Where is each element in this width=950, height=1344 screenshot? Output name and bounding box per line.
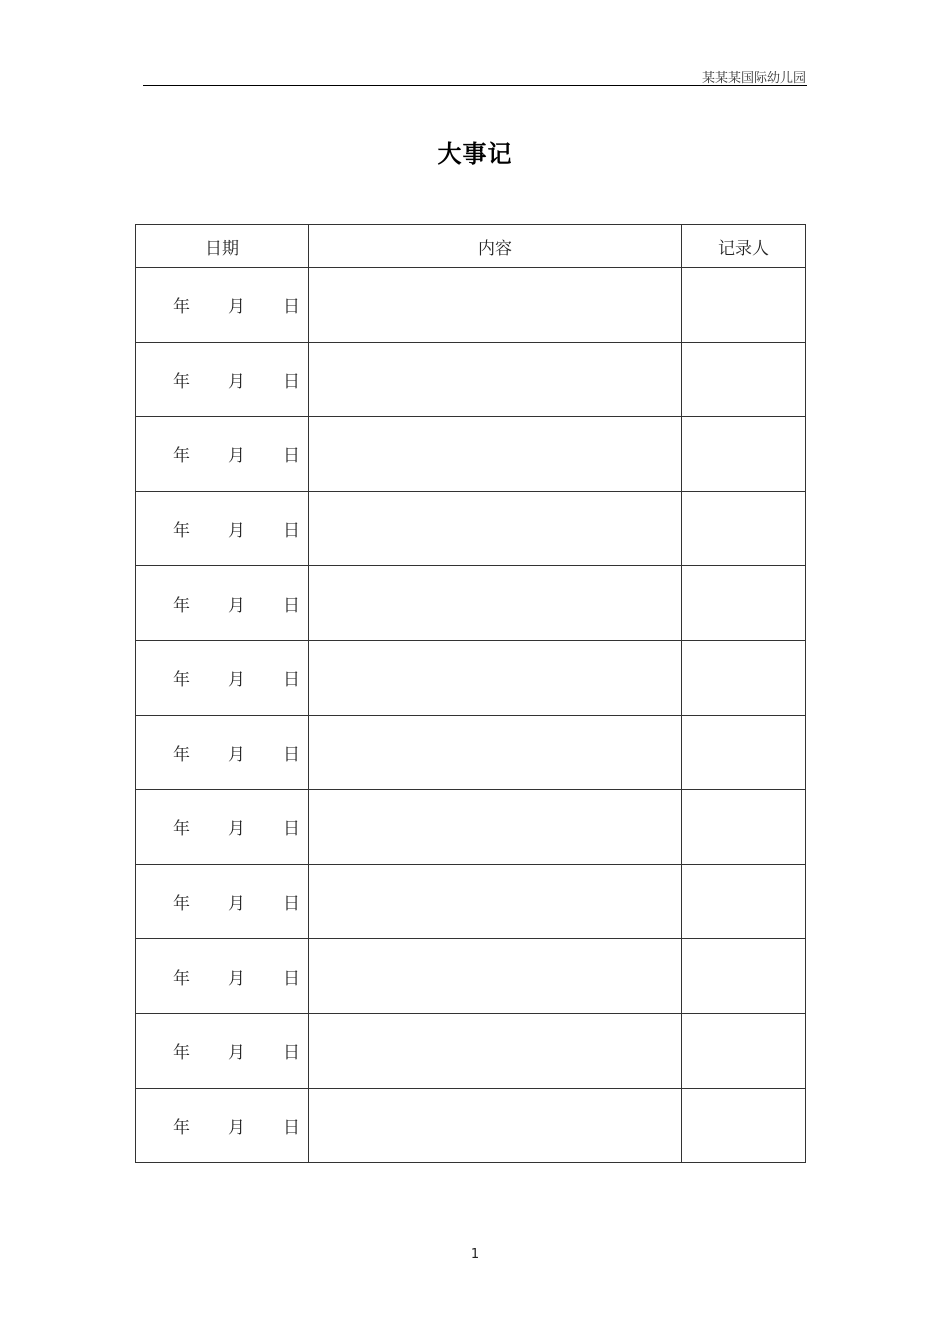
content-cell[interactable]	[309, 491, 682, 566]
date-day-label: 日	[283, 1117, 300, 1138]
date-day-label: 日	[283, 371, 300, 392]
table-row	[136, 1088, 806, 1163]
date-year-label: 年	[173, 744, 190, 765]
date-month-label: 月	[228, 968, 245, 989]
recorder-cell[interactable]	[682, 864, 806, 939]
date-month-label: 月	[228, 1117, 245, 1138]
events-table	[135, 224, 806, 1163]
date-cell[interactable]	[136, 417, 309, 492]
date-cell[interactable]	[136, 342, 309, 417]
table-row	[136, 268, 806, 343]
date-month-label: 月	[228, 521, 245, 542]
page-number: 1	[470, 1247, 480, 1262]
content-cell[interactable]	[309, 342, 682, 417]
content-cell[interactable]	[309, 790, 682, 865]
date-year-label: 年	[173, 819, 190, 840]
header-org-name: 某某某国际幼儿园	[701, 71, 806, 86]
date-cell[interactable]	[136, 939, 309, 1014]
date-day-label: 日	[283, 446, 300, 467]
date-day-label: 日	[283, 670, 300, 691]
header-rule	[143, 85, 807, 86]
table-row	[136, 715, 806, 790]
content-cell[interactable]	[309, 417, 682, 492]
recorder-cell[interactable]	[682, 342, 806, 417]
table-row	[136, 342, 806, 417]
table-row	[136, 640, 806, 715]
date-year-label: 年	[173, 1043, 190, 1064]
content-cell[interactable]	[309, 566, 682, 641]
date-day-label: 日	[283, 1043, 300, 1064]
recorder-cell[interactable]	[682, 1013, 806, 1088]
date-year-label: 年	[173, 968, 190, 989]
date-year-label: 年	[173, 371, 190, 392]
recorder-cell[interactable]	[682, 566, 806, 641]
date-day-label: 日	[283, 595, 300, 616]
date-cell[interactable]	[136, 790, 309, 865]
date-day-label: 日	[283, 521, 300, 542]
date-month-label: 月	[228, 819, 245, 840]
recorder-cell[interactable]	[682, 417, 806, 492]
content-cell[interactable]	[309, 1013, 682, 1088]
recorder-cell[interactable]	[682, 1088, 806, 1163]
column-header-date: 日期	[136, 225, 309, 268]
date-year-label: 年	[173, 521, 190, 542]
column-header-recorder: 记录人	[682, 225, 806, 268]
content-cell[interactable]	[309, 640, 682, 715]
content-cell[interactable]	[309, 715, 682, 790]
recorder-cell[interactable]	[682, 715, 806, 790]
recorder-cell[interactable]	[682, 939, 806, 1014]
recorder-cell[interactable]	[682, 640, 806, 715]
table-header-row	[136, 225, 806, 268]
date-month-label: 月	[228, 894, 245, 915]
date-day-label: 日	[283, 297, 300, 318]
content-cell[interactable]	[309, 268, 682, 343]
date-month-label: 月	[228, 595, 245, 616]
date-cell[interactable]	[136, 491, 309, 566]
content-cell[interactable]	[309, 864, 682, 939]
table-row	[136, 864, 806, 939]
table-row	[136, 566, 806, 641]
table-row	[136, 1013, 806, 1088]
date-month-label: 月	[228, 371, 245, 392]
date-cell[interactable]	[136, 268, 309, 343]
date-day-label: 日	[283, 819, 300, 840]
date-cell[interactable]	[136, 1013, 309, 1088]
recorder-cell[interactable]	[682, 268, 806, 343]
table-body	[136, 268, 806, 1163]
recorder-cell[interactable]	[682, 491, 806, 566]
date-cell[interactable]	[136, 715, 309, 790]
date-cell[interactable]	[136, 864, 309, 939]
date-month-label: 月	[228, 1043, 245, 1064]
table-row	[136, 790, 806, 865]
date-day-label: 日	[283, 894, 300, 915]
date-month-label: 月	[228, 670, 245, 691]
date-cell[interactable]	[136, 566, 309, 641]
recorder-cell[interactable]	[682, 790, 806, 865]
date-year-label: 年	[173, 670, 190, 691]
table-row	[136, 491, 806, 566]
date-cell[interactable]	[136, 640, 309, 715]
date-year-label: 年	[173, 297, 190, 318]
date-month-label: 月	[228, 297, 245, 318]
content-cell[interactable]	[309, 939, 682, 1014]
table-row	[136, 939, 806, 1014]
date-month-label: 月	[228, 446, 245, 467]
date-year-label: 年	[173, 894, 190, 915]
page-title: 大事记	[437, 140, 513, 168]
date-cell[interactable]	[136, 1088, 309, 1163]
date-month-label: 月	[228, 744, 245, 765]
date-year-label: 年	[173, 446, 190, 467]
date-year-label: 年	[173, 595, 190, 616]
table-row	[136, 417, 806, 492]
content-cell[interactable]	[309, 1088, 682, 1163]
date-day-label: 日	[283, 744, 300, 765]
date-year-label: 年	[173, 1117, 190, 1138]
column-header-content: 内容	[309, 225, 682, 268]
date-day-label: 日	[283, 968, 300, 989]
